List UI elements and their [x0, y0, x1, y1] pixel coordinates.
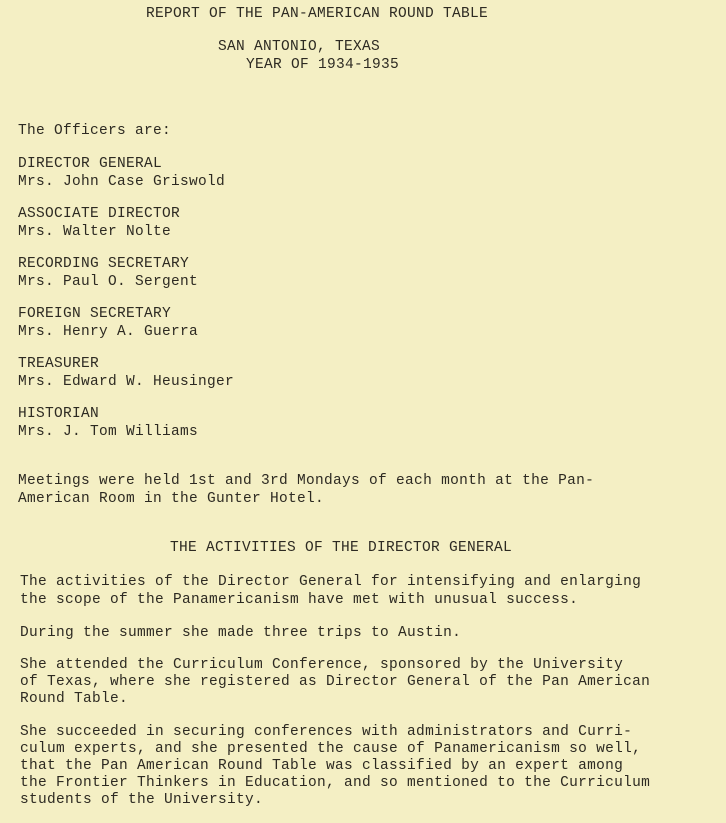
meetings-line: American Room in the Gunter Hotel.: [18, 491, 325, 507]
paragraph-line: During the summer she made three trips to Austin.: [20, 625, 462, 641]
paragraph-line: Round Table.: [20, 691, 129, 707]
paragraph-line: that the Pan American Round Table was classified by an expert among: [20, 758, 624, 774]
meetings-line: Meetings were held 1st and 3rd Mondays of each month at the Pan-: [18, 473, 595, 489]
paragraph-line: the scope of the Panamericanism have met with unusual success.: [20, 592, 579, 608]
officer-title: HISTORIAN: [18, 406, 100, 422]
report-location: SAN ANTONIO, TEXAS: [218, 39, 381, 55]
officer-name: Mrs. Walter Nolte: [18, 224, 172, 240]
report-title: REPORT OF THE PAN-AMERICAN ROUND TABLE: [146, 6, 489, 22]
paragraph-line: The activities of the Director General for intensifying and enlarging: [20, 574, 642, 590]
officer-title: FOREIGN SECRETARY: [18, 306, 172, 322]
officer-title: ASSOCIATE DIRECTOR: [18, 206, 181, 222]
paragraph-line: of Texas, where she registered as Director General of the Pan American: [20, 674, 651, 690]
paragraph-line: the Frontier Thinkers in Education, and so mentioned to the Curriculum: [20, 775, 651, 791]
officer-name: Mrs. Paul O. Sergent: [18, 274, 199, 290]
activities-heading: THE ACTIVITIES OF THE DIRECTOR GENERAL: [170, 540, 513, 556]
officer-name: Mrs. John Case Griswold: [18, 174, 226, 190]
paragraph-line: culum experts, and she presented the cause of Panamericanism so well,: [20, 741, 642, 757]
officers-intro: The Officers are:: [18, 123, 172, 139]
officer-name: Mrs. Henry A. Guerra: [18, 324, 199, 340]
officer-title: RECORDING SECRETARY: [18, 256, 190, 272]
paragraph-line: She attended the Curriculum Conference, sponsored by the University: [20, 657, 624, 673]
paragraph-line: She succeeded in securing conferences with administrators and Curri-: [20, 724, 633, 740]
report-year: YEAR OF 1934-1935: [246, 57, 400, 73]
officer-name: Mrs. Edward W. Heusinger: [18, 374, 235, 390]
officer-name: Mrs. J. Tom Williams: [18, 424, 199, 440]
officer-title: TREASURER: [18, 356, 100, 372]
paragraph-line: students of the University.: [20, 792, 264, 808]
officer-title: DIRECTOR GENERAL: [18, 156, 163, 172]
